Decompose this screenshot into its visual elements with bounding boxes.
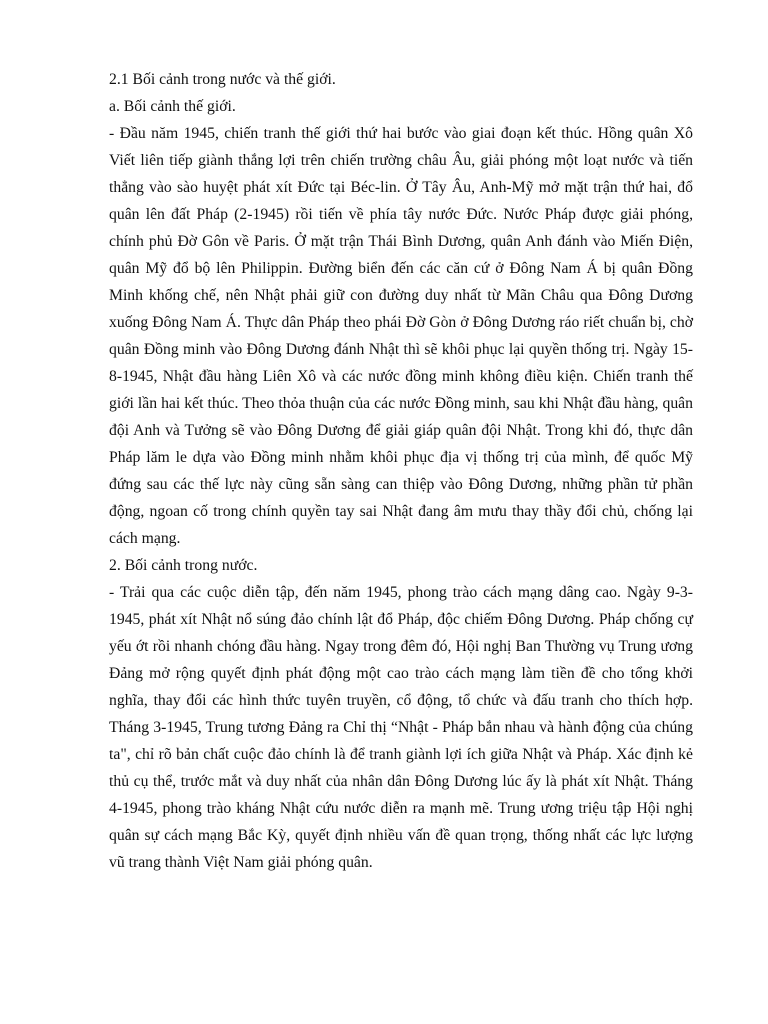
world-context-paragraph: - Đầu năm 1945, chiến tranh thế giới thứ hai bước vào giai đoạn kết thúc. Hồng quân Xô Viết liên tiếp giành thắng lợi trên chiến trường châu Âu, giải phóng một loạt nước và tiến thẳng vào sào huyệt phát xít Đức tại Béc-lin. Ở Tây Âu, Anh-Mỹ mở mặt trận thứ hai, đổ quân lên đất Pháp (2-1945) rồi tiến về phía tây nước Đức. Nước Pháp được giải phóng, chính phủ Đờ Gôn về Paris. Ở mặt trận Thái Bình Dương, quân Anh đánh vào Miến Điện, quân Mỹ đổ bộ lên Philippin. Đường biển đến các căn cứ ở Đông Nam Á bị quân Đồng Minh khống chế, nên Nhật phải giữ con đường duy nhất từ Mãn Châu qua Đông Dương xuống Đông Nam Á. Thực dân Pháp theo phái Đờ Gòn ở Đông Dương ráo riết chuẩn bị, chờ quân Đồng minh vào Đông Dương đánh Nhật thì sẽ khôi phục lại quyền thống trị. Ngày 15-8-1945, Nhật đầu hàng Liên Xô và các nước đồng minh không điều kiện. Chiến tranh thế giới lần hai kết thúc. Theo thỏa thuận của các nước Đồng minh, sau khi Nhật đầu hàng, quân đội Anh và Tưởng sẽ vào Đông Dương để giải giáp quân đội Nhật. Trong khi đó, thực dân Pháp lăm le dựa vào Đồng minh nhằm khôi phục địa vị thống trị của mình, để quốc Mỹ đứng sau các thế lực này cũng sẵn sàng can thiệp vào Đông Dương, những phần tử phần động, ngoan cố trong chính quyền tay sai Nhật đang âm mưu thay thầy đổi chủ, chống lại cách mạng. bbox=[109, 125, 693, 547]
world-context-heading: a. Bối cảnh thế giới. bbox=[109, 98, 236, 115]
domestic-context-paragraph: - Trải qua các cuộc diễn tập, đến năm 1945, phong trào cách mạng dâng cao. Ngày 9-3-1945, phát xít Nhật nổ súng đảo chính lật đổ Pháp, độc chiếm Đông Dương. Pháp chống cự yếu ớt rồi nhanh chóng đầu hàng. Ngay trong đêm đó, Hội nghị Ban Thường vụ Trung ương Đảng mở rộng quyết định phát động một cao trào cách mạng làm tiền đề cho tổng khởi nghĩa, thay đổi các hình thức tuyên truyền, cổ động, tổ chức và đấu tranh cho thích hợp. Tháng 3-1945, Trung tương Đảng ra Chỉ thị “Nhật - Pháp bắn nhau và hành động của chúng ta", chỉ rõ bản chất cuộc đảo chính là để tranh giành lợi ích giữa Nhật và Pháp. Xác định kẻ thủ cụ thể, trước mắt và duy nhất của nhân dân Đông Dương lúc ấy là phát xít Nhật. Tháng 4-1945, phong trào kháng Nhật cứu nước diễn ra mạnh mẽ. Trung ương triệu tập Hội nghị quân sự cách mạng Bắc Kỳ, quyết định nhiều vấn đề quan trọng, thống nhất các lực lượng vũ trang thành Việt Nam giải phóng quân. bbox=[109, 584, 693, 871]
document-page bbox=[109, 66, 693, 876]
domestic-context-heading: 2. Bối cảnh trong nước. bbox=[109, 557, 258, 574]
section-title: 2.1 Bối cảnh trong nước và thế giới. bbox=[109, 71, 336, 88]
